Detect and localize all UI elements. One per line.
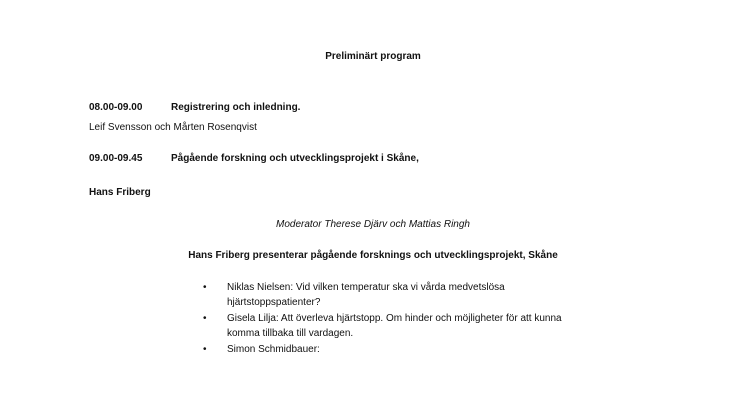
session-1-time: 08.00-09.00 bbox=[89, 102, 143, 113]
list-item bbox=[203, 280, 673, 310]
list-item bbox=[203, 342, 673, 357]
session-1-header bbox=[89, 102, 300, 113]
bullet-icon: • bbox=[203, 344, 207, 355]
list-item-line: Niklas Nielsen: Vid vilken temperatur ska vi vårda medvetslösa bbox=[227, 282, 505, 293]
list-item bbox=[203, 311, 673, 341]
talk-list bbox=[203, 280, 673, 358]
session-2-heading: Pågående forskning och utvecklingsprojekt i Skåne, bbox=[171, 153, 419, 164]
list-item-line: hjärtstoppspatienter? bbox=[227, 297, 321, 308]
session-2-presenter: Hans Friberg bbox=[89, 187, 151, 198]
session-2-time: 09.00-09.45 bbox=[89, 153, 143, 164]
presents-heading: Hans Friberg presenterar pågående forsknings och utvecklingsprojekt, Skåne bbox=[188, 250, 558, 261]
list-item-line: Simon Schmidbauer: bbox=[227, 344, 320, 355]
session-1-speakers: Leif Svensson och Mårten Rosenqvist bbox=[89, 122, 257, 133]
bullet-icon: • bbox=[203, 282, 207, 293]
page-title: Preliminärt program bbox=[325, 51, 421, 62]
list-item-line: Gisela Lilja: Att överleva hjärtstopp. Om hinder och möjligheter för att kunna bbox=[227, 313, 562, 324]
moderator-line: Moderator Therese Djärv och Mattias Ringh bbox=[276, 219, 470, 230]
session-2-header bbox=[89, 153, 419, 164]
bullet-icon: • bbox=[203, 313, 207, 324]
list-item-line: komma tillbaka till vardagen. bbox=[227, 328, 354, 339]
session-1-heading: Registrering och inledning. bbox=[171, 102, 301, 113]
